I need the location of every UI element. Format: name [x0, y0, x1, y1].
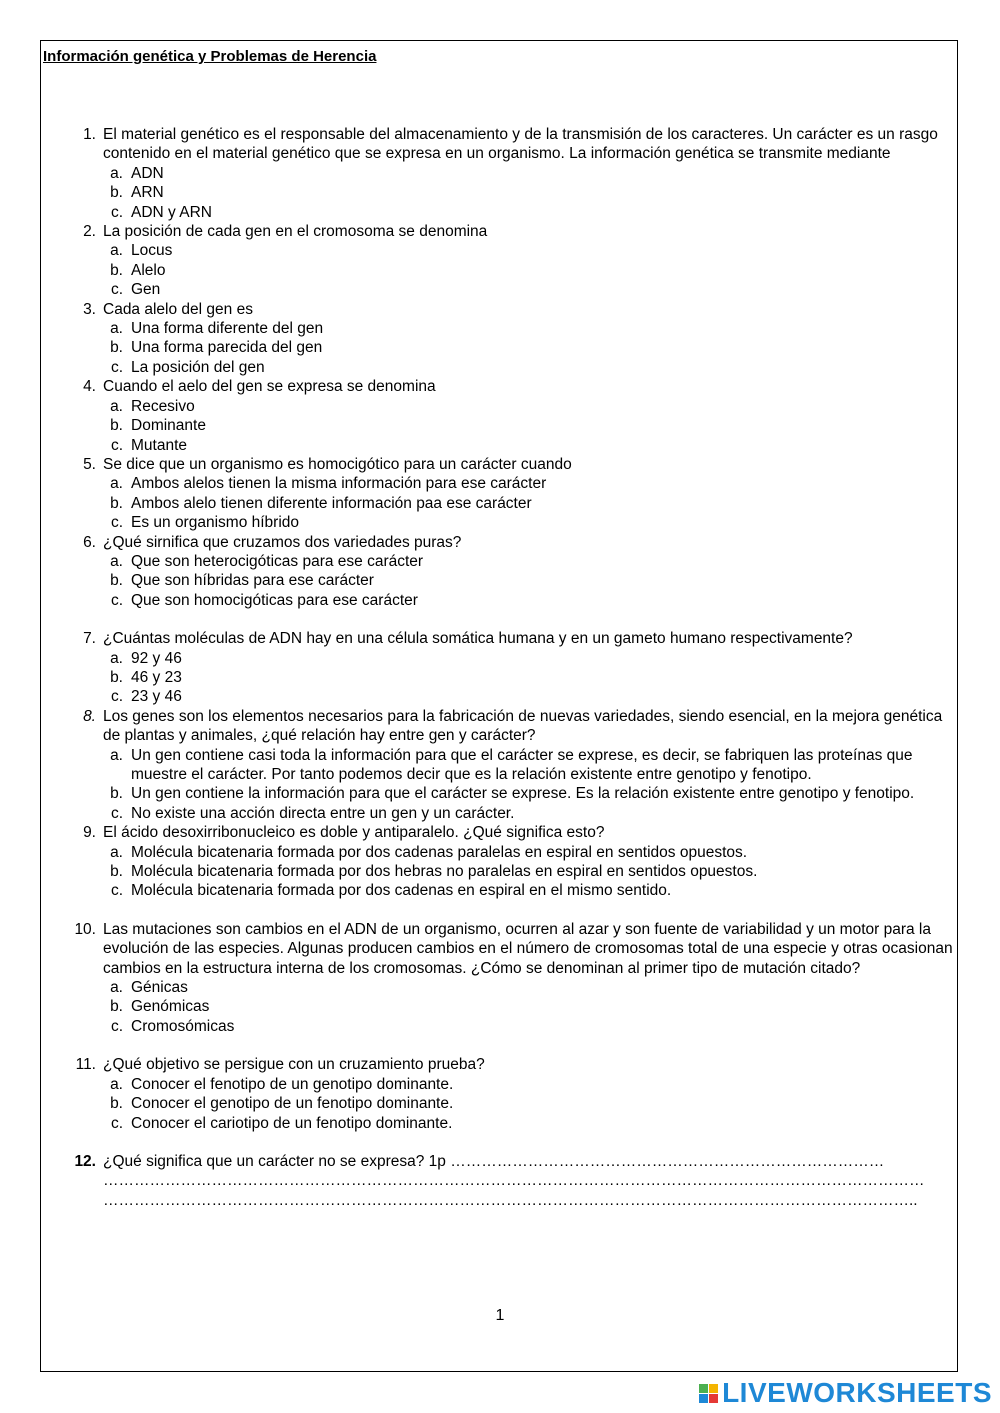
- option[interactable]: [70, 513, 955, 532]
- option[interactable]: [70, 881, 955, 900]
- option-text: Conocer el fenotipo de un genotipo dominante.: [131, 1075, 454, 1093]
- question-number: 1.: [83, 126, 96, 143]
- option-letter: c.: [110, 358, 123, 376]
- logo-square: [699, 1394, 708, 1403]
- option-letter: c.: [110, 1114, 123, 1132]
- logo-text: LIVEWORKSHEETS: [722, 1377, 992, 1408]
- option-text: Genómicas: [131, 998, 210, 1016]
- option[interactable]: [70, 687, 955, 706]
- option-text: Una forma parecida del gen: [131, 339, 323, 357]
- option-text: Alelo: [131, 261, 166, 279]
- option[interactable]: [70, 494, 955, 513]
- option-letter: c.: [110, 591, 123, 609]
- option[interactable]: [70, 183, 955, 202]
- question-10: [70, 920, 955, 978]
- question-number: 7.: [83, 630, 96, 648]
- option[interactable]: [70, 552, 955, 571]
- question-number: 10.: [74, 920, 96, 938]
- option-letter: b.: [110, 417, 123, 435]
- option-letter: a.: [110, 397, 123, 415]
- question-text: ¿Qué objetivo se persigue con un cruzamiento prueba?: [103, 1056, 485, 1074]
- option[interactable]: [70, 668, 955, 687]
- option-letter: a.: [110, 1075, 123, 1093]
- logo-square: [699, 1384, 708, 1393]
- question-number: 6.: [83, 533, 96, 551]
- option[interactable]: [70, 804, 955, 823]
- option-letter: b.: [110, 572, 123, 590]
- option[interactable]: [70, 338, 955, 357]
- option-text: Recesivo: [131, 397, 195, 415]
- option[interactable]: [70, 436, 955, 455]
- option-text: Ambos alelos tienen la misma información para ese carácter: [131, 475, 547, 493]
- option[interactable]: [70, 416, 955, 435]
- option-text: Es un organismo híbrido: [131, 514, 300, 532]
- question-text: Las mutaciones son cambios en el ADN de un organismo, ocurren al azar y son fuente de variabilidad y un motor para la evolución de las especies. Algunas producen cambios en el número de cromosomas total de una especie y otras ocasionan cambios en la estructura interna de los cromosomas. ¿Cómo se denominan al primer tipo de mutación citado?: [103, 920, 953, 977]
- option-letter: a.: [110, 320, 123, 338]
- option[interactable]: [70, 746, 955, 785]
- question-number: 11.: [75, 1056, 96, 1074]
- option-letter: c.: [110, 436, 123, 454]
- option-text: Conocer el genotipo de un fenotipo dominante.: [131, 1095, 454, 1113]
- option-text: Que son híbridas para ese carácter: [131, 572, 374, 590]
- option-text: Un gen contiene casi toda la información para que el carácter se exprese, es decir, se fabriquen las proteínas que muestre el carácter. Por tanto podemos decir que es la relación existente entre genotipo y fenotipo.: [131, 746, 913, 783]
- logo-mark-icon: [699, 1384, 718, 1403]
- option-text: 46 y 23: [131, 668, 182, 686]
- option-letter: a.: [110, 475, 123, 493]
- option-text: Que son homocigóticas para ese carácter: [131, 591, 418, 609]
- option-letter: c.: [110, 804, 123, 822]
- question-4: [70, 377, 955, 396]
- option-text: ADN y ARN: [131, 203, 212, 221]
- question-text: ¿Qué sirnifica que cruzamos dos variedades puras?: [103, 533, 462, 551]
- option-text: 23 y 46: [131, 688, 182, 706]
- option[interactable]: [70, 997, 955, 1016]
- option-letter: b.: [110, 668, 123, 686]
- option[interactable]: [70, 358, 955, 377]
- question-number: 8.: [83, 707, 96, 725]
- option-text: Conocer el cariotipo de un fenotipo dominante.: [131, 1114, 453, 1132]
- page-number: 1: [495, 1307, 505, 1324]
- option[interactable]: [70, 1075, 955, 1094]
- option[interactable]: [70, 1094, 955, 1113]
- option-text: Molécula bicatenaria formada por dos cadenas paralelas en espiral en sentidos opuestos.: [131, 843, 748, 861]
- option-letter: c.: [110, 688, 123, 706]
- option-letter: b.: [110, 261, 123, 279]
- option-letter: b.: [110, 494, 123, 512]
- document-title: Información genética y Problemas de Herencia: [43, 48, 377, 65]
- question-number: 4.: [83, 378, 96, 396]
- option-letter: b.: [110, 785, 123, 803]
- question-number: 2.: [83, 223, 96, 241]
- option-text: Locus: [131, 242, 173, 260]
- option-text: Ambos alelo tienen diferente información paa ese carácter: [131, 494, 532, 512]
- logo-square: [709, 1394, 718, 1403]
- question-8: [70, 707, 955, 746]
- option[interactable]: [70, 1017, 955, 1036]
- option-text: No existe una acción directa entre un gen y un carácter.: [131, 804, 515, 822]
- option[interactable]: [70, 862, 955, 881]
- option-letter: c.: [110, 514, 123, 532]
- option-letter: c.: [110, 882, 123, 900]
- option-letter: a.: [110, 843, 123, 861]
- option[interactable]: [70, 319, 955, 338]
- option-text: La posición del gen: [131, 358, 265, 376]
- option[interactable]: [70, 261, 955, 280]
- question-text: El material genético es el responsable del almacenamiento y de la transmisión de los caracteres. Un carácter es un rasgo contenido en el material genético que se expresa en un organismo. La información genética se transmite mediante: [103, 126, 938, 163]
- option-letter: b.: [110, 184, 123, 202]
- option-text: Que son heterocigóticas para ese carácter: [131, 552, 424, 570]
- question-text: Cada alelo del gen es: [103, 300, 253, 318]
- option-text: Dominante: [131, 417, 206, 435]
- option-letter: a.: [110, 164, 123, 182]
- question-12: [70, 1152, 955, 1210]
- option[interactable]: [70, 649, 955, 668]
- question-text: Se dice que un organismo es homocigótico para un carácter cuando: [103, 455, 572, 473]
- question-11: [70, 1055, 955, 1074]
- option-text: Molécula bicatenaria formada por dos cadenas en espiral en el mismo sentido.: [131, 882, 672, 900]
- option[interactable]: [70, 571, 955, 590]
- option-letter: b.: [110, 339, 123, 357]
- question-number: 3.: [83, 300, 96, 318]
- question-6: [70, 533, 955, 552]
- option-letter: b.: [110, 1095, 123, 1113]
- option-letter: a.: [110, 979, 123, 997]
- option[interactable]: [70, 203, 955, 222]
- option-letter: c.: [110, 1017, 123, 1035]
- question-text: ¿Qué significa que un carácter no se expresa? 1p …………………………………………………………………………: [103, 1152, 885, 1170]
- question-text: La posición de cada gen en el cromosoma se denomina: [103, 223, 488, 241]
- option-text: Mutante: [131, 436, 188, 454]
- logo-square: [709, 1384, 718, 1393]
- option-text: Un gen contiene la información para que el carácter se exprese. Es la relación existente entre genotipo y fenotipo.: [131, 785, 915, 803]
- question-text: ¿Cuántas moléculas de ADN hay en una célula somática humana y en un gameto humano respectivamente?: [103, 630, 853, 648]
- option-text: ARN: [131, 184, 164, 202]
- question-9: [70, 823, 955, 842]
- question-3: [70, 300, 955, 319]
- option[interactable]: [70, 1114, 955, 1133]
- option[interactable]: [70, 591, 955, 610]
- question-text: El ácido desoxirribonucleico es doble y antiparalelo. ¿Qué significa esto?: [103, 824, 605, 842]
- answer-line[interactable]: ……………………………………………………………………………………………………………………………………………: [103, 1172, 925, 1190]
- option-letter: b.: [110, 998, 123, 1016]
- option[interactable]: [70, 978, 955, 997]
- question-5: [70, 455, 955, 474]
- question-7: [70, 629, 955, 648]
- option[interactable]: [70, 397, 955, 416]
- question-list: [70, 125, 955, 1210]
- option[interactable]: [70, 784, 955, 803]
- option-text: Cromosómicas: [131, 1017, 235, 1035]
- option-letter: a.: [110, 649, 123, 667]
- option-letter: c.: [110, 281, 123, 299]
- question-number: 9.: [83, 824, 96, 842]
- question-2: [70, 222, 955, 241]
- option-letter: a.: [110, 242, 123, 260]
- option[interactable]: [70, 241, 955, 260]
- question-1: [70, 125, 955, 164]
- option-letter: c.: [110, 203, 123, 221]
- option[interactable]: [70, 843, 955, 862]
- answer-line[interactable]: …………………………………………………………………………………………………………………………………………..: [103, 1191, 918, 1209]
- option-text: Una forma diferente del gen: [131, 320, 324, 338]
- option[interactable]: [70, 474, 955, 493]
- option-text: ADN: [131, 164, 164, 182]
- question-number: 5.: [83, 455, 96, 473]
- option-letter: a.: [110, 746, 123, 764]
- question-number: 12.: [74, 1152, 96, 1170]
- option[interactable]: [70, 164, 955, 183]
- option-text: 92 y 46: [131, 649, 182, 667]
- option-letter: a.: [110, 552, 123, 570]
- option-letter: b.: [110, 863, 123, 881]
- question-text: Cuando el aelo del gen se expresa se denomina: [103, 378, 436, 396]
- question-text: Los genes son los elementos necesarios para la fabricación de nuevas variedades, siendo esencial, en la mejora genética de plantas y animales, ¿qué relación hay entre gen y carácter?: [103, 707, 943, 745]
- option-text: Génicas: [131, 979, 188, 997]
- liveworksheets-logo: [699, 1378, 992, 1408]
- option-text: Gen: [131, 281, 161, 299]
- option[interactable]: [70, 280, 955, 299]
- option-text: Molécula bicatenaria formada por dos hebras no paralelas en espiral en sentidos opuestos.: [131, 863, 758, 881]
